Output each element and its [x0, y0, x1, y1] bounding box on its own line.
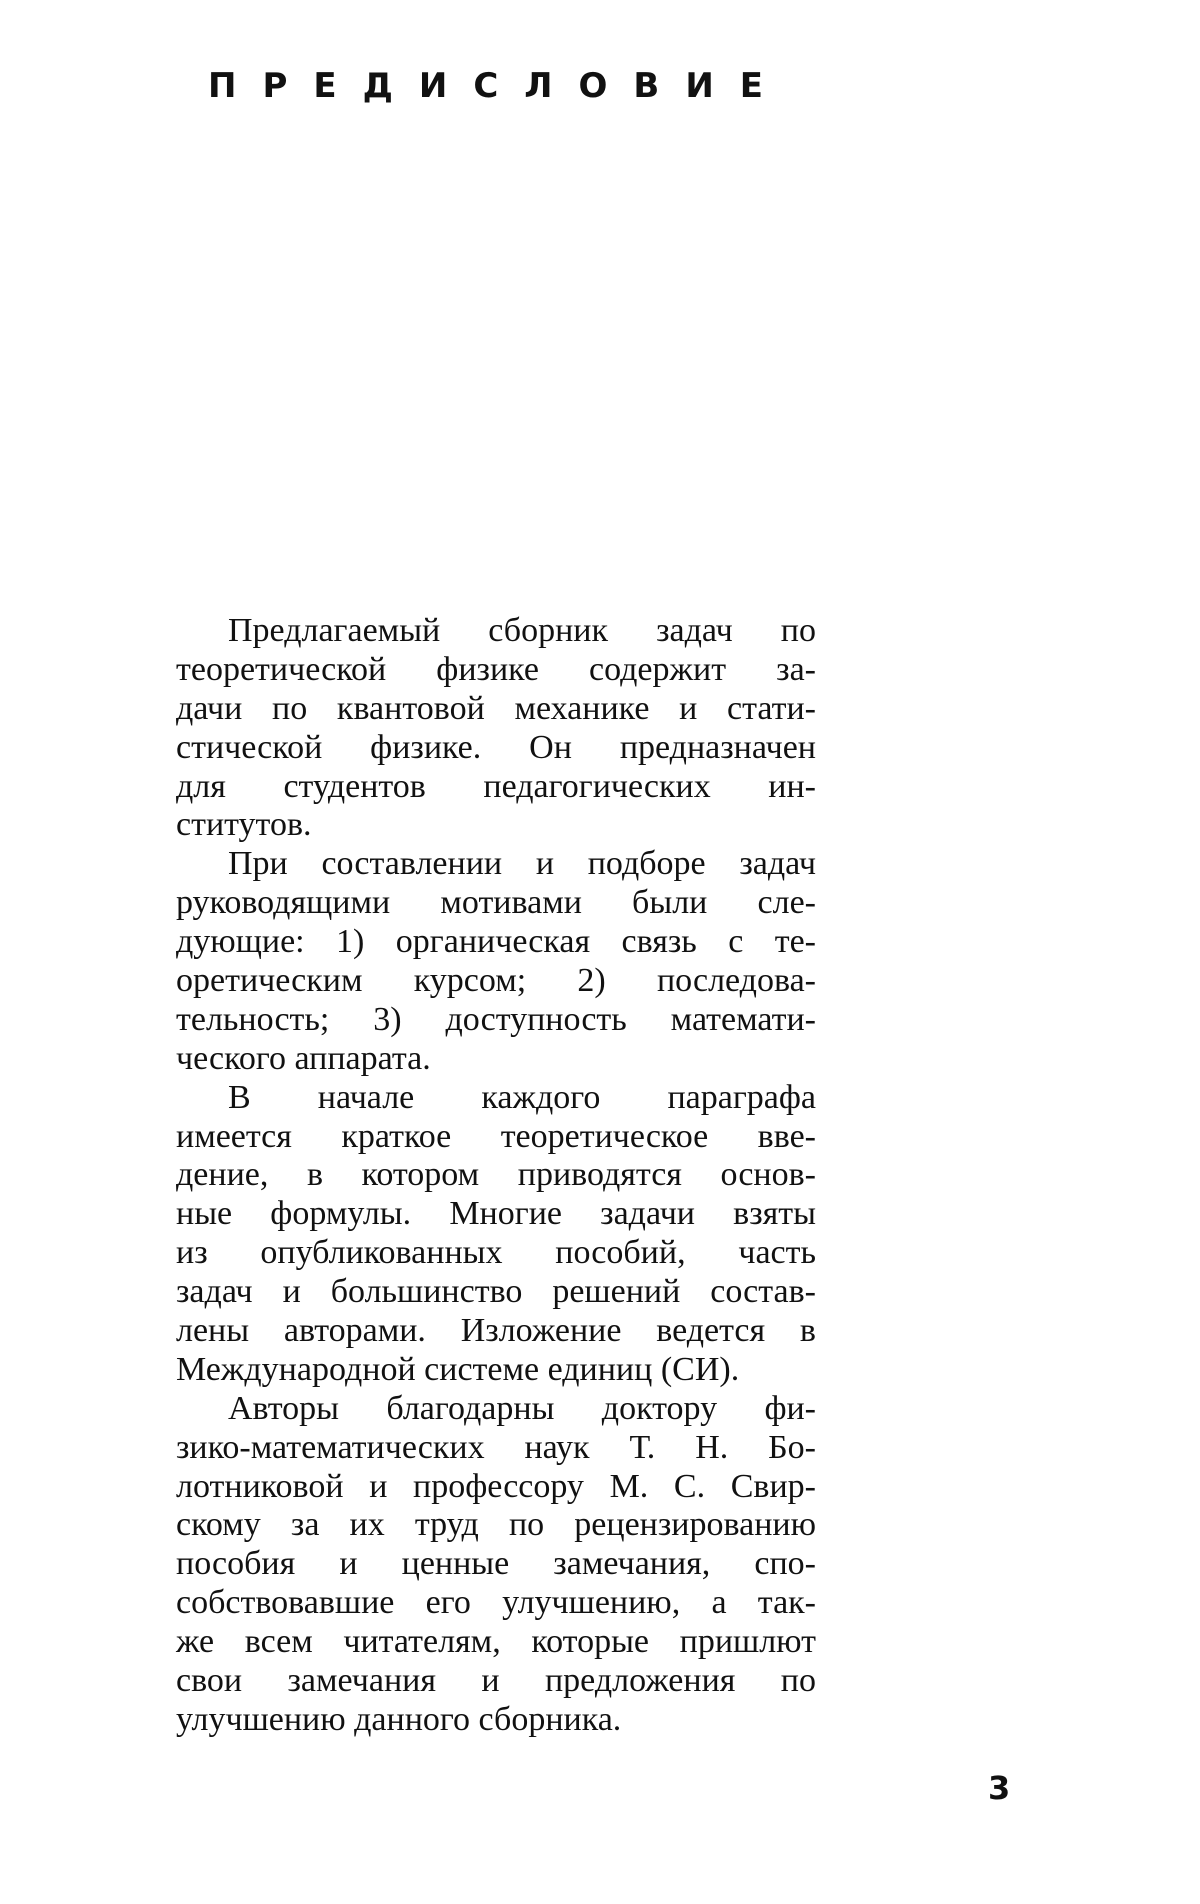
text-line: оретическим курсом; 2) последова- — [176, 962, 816, 1000]
page-number: 3 — [988, 1769, 1011, 1807]
text-line: скому за их труд по рецензированию — [176, 1506, 816, 1544]
text-line: зико-математических наук Т. Н. Бо- — [176, 1428, 816, 1466]
text-line: лотниковой и профессору М. С. Свир- — [176, 1467, 816, 1505]
text-line: теоретической физике содержит за- — [176, 650, 816, 688]
text-line: ные формулы. Многие задачи взяты — [176, 1195, 816, 1233]
text-line: лены авторами. Изложение ведется в — [176, 1312, 816, 1350]
text-line: дачи по квантовой механике и стати- — [176, 689, 816, 727]
text-line: ститутов. — [176, 806, 312, 844]
text-line: руководящими мотивами были сле- — [176, 884, 816, 922]
text-line: из опубликованных пособий, часть — [176, 1234, 816, 1272]
text-line: дующие: 1) органическая связь с те- — [176, 923, 816, 961]
text-line: свои замечания и предложения по — [176, 1662, 816, 1700]
text-line: Международной системе единиц (СИ). — [176, 1350, 740, 1388]
preface-body — [176, 612, 816, 1740]
text-line: дение, в котором приводятся основ- — [176, 1156, 816, 1194]
text-line: стической физике. Он предназначен — [176, 728, 816, 766]
text-line: для студентов педагогических ин- — [176, 767, 816, 805]
text-line: Предлагаемый сборник задач по — [228, 612, 816, 649]
text-line: тельность; 3) доступность математи- — [176, 1000, 816, 1038]
page-title: ПРЕДИСЛОВИЕ — [208, 66, 790, 106]
text-line: имеется краткое теоретическое вве- — [176, 1117, 816, 1155]
text-line: Авторы благодарны доктору фи- — [228, 1389, 816, 1427]
text-line: ческого аппарата. — [176, 1039, 431, 1077]
text-line: же всем читателям, которые пришлют — [176, 1623, 816, 1661]
text-line: В начале каждого параграфа — [228, 1078, 816, 1116]
text-line: При составлении и подборе задач — [228, 845, 816, 883]
text-line: улучшению данного сборника. — [176, 1700, 622, 1738]
text-line: задач и большинство решений состав- — [176, 1273, 816, 1311]
text-line: собствовавшие его улучшению, а так- — [176, 1584, 816, 1622]
text-line: пособия и ценные замечания, спо- — [176, 1545, 816, 1583]
